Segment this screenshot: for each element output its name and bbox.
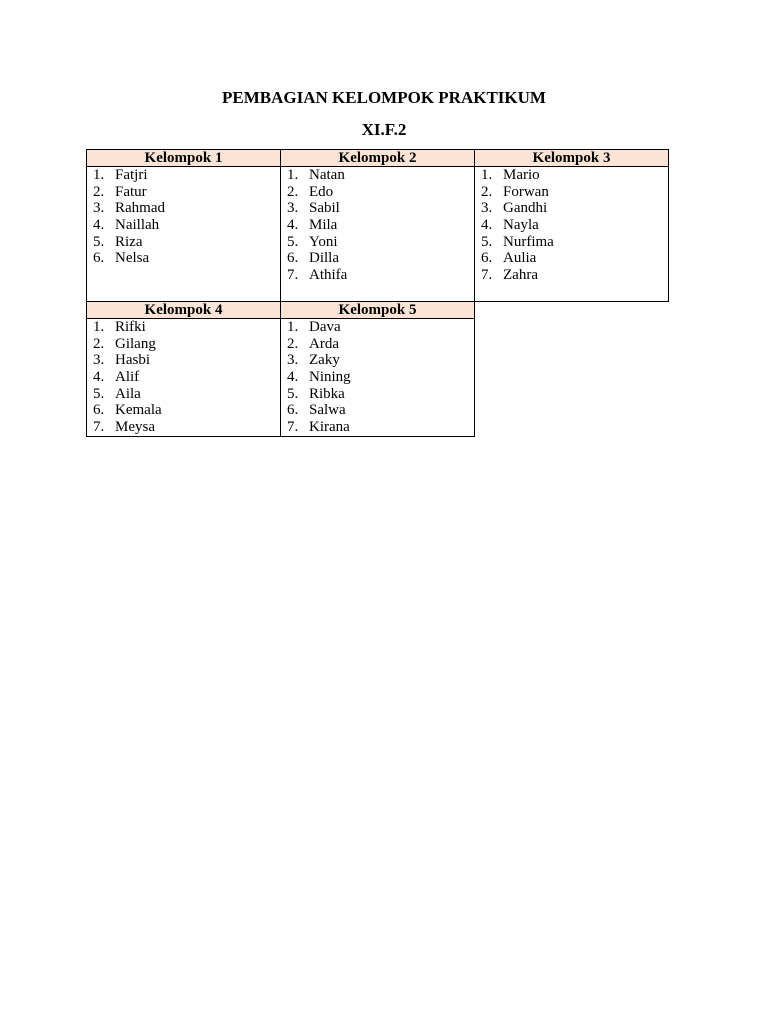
member-number: 5. [93, 385, 105, 402]
member-name: Kirana [309, 419, 350, 436]
member-name: Zahra [503, 267, 538, 284]
class-subtitle: XI.F.2 [361, 120, 407, 139]
member-item [281, 336, 474, 353]
member-item [87, 352, 280, 369]
member-item [475, 217, 668, 234]
member-number: 7. [481, 267, 493, 284]
member-name: Meysa [115, 419, 155, 436]
member-name: Aulia [503, 250, 537, 267]
member-item [281, 184, 474, 201]
member-number: 1. [287, 319, 299, 335]
member-name: Nining [309, 369, 351, 386]
member-name: Edo [309, 183, 334, 200]
group-table-row-2 [86, 301, 475, 437]
member-name: Alif [115, 369, 140, 386]
member-number: 7. [93, 419, 105, 436]
member-name: Natan [309, 167, 345, 183]
member-name: Salwa [309, 402, 346, 419]
member-name: Dilla [309, 250, 339, 267]
member-name: Aila [115, 385, 141, 402]
member-name: Dava [309, 319, 341, 335]
member-item [281, 352, 474, 369]
member-name: Athifa [309, 267, 348, 284]
member-name: Kemala [115, 402, 162, 419]
member-item [87, 319, 280, 336]
member-list [281, 319, 474, 436]
member-list [475, 167, 668, 284]
member-number: 4. [287, 217, 299, 234]
member-number: 1. [287, 167, 299, 183]
member-item [87, 386, 280, 403]
member-name: Rahmad [115, 200, 165, 217]
member-number: 2. [93, 183, 105, 200]
member-number: 4. [93, 369, 105, 386]
member-name: Fatjri [115, 167, 148, 183]
member-item [87, 336, 280, 353]
member-name: Gilang [115, 335, 156, 352]
member-name: Mario [503, 167, 540, 183]
member-item [281, 217, 474, 234]
document-title: PEMBAGIAN KELOMPOK PRAKTIKUM [222, 88, 546, 107]
member-item [475, 267, 668, 284]
member-item [281, 419, 474, 436]
group-header: Kelompok 4 [87, 302, 281, 319]
member-item [87, 184, 280, 201]
member-name: Forwan [503, 183, 549, 200]
member-item [281, 402, 474, 419]
group-cell [87, 319, 281, 437]
member-item [87, 402, 280, 419]
member-name: Nurfima [503, 233, 554, 250]
member-number: 3. [287, 200, 299, 217]
member-item [87, 200, 280, 217]
member-number: 6. [481, 250, 493, 267]
member-number: 6. [287, 250, 299, 267]
group-table-row-1 [86, 149, 669, 302]
member-number: 2. [93, 335, 105, 352]
member-item [281, 319, 474, 336]
member-item [475, 234, 668, 251]
member-number: 6. [287, 402, 299, 419]
member-name: Sabil [309, 200, 340, 217]
member-name: Fatur [115, 183, 147, 200]
member-item [87, 167, 280, 184]
member-item [475, 250, 668, 267]
member-item [281, 200, 474, 217]
member-name: Hasbi [115, 352, 150, 369]
member-item [87, 250, 280, 267]
member-name: Naillah [115, 217, 160, 234]
member-item [281, 369, 474, 386]
group-cell [281, 167, 475, 302]
member-list [281, 167, 474, 284]
member-name: Zaky [309, 352, 340, 369]
group-header: Kelompok 2 [281, 150, 475, 167]
member-number: 2. [287, 183, 299, 200]
member-number: 1. [93, 319, 105, 335]
member-name: Nelsa [115, 250, 150, 267]
member-name: Nayla [503, 217, 539, 234]
member-number: 5. [481, 233, 493, 250]
group-header: Kelompok 5 [281, 302, 475, 319]
member-item [87, 419, 280, 436]
group-cell [281, 319, 475, 437]
member-name: Arda [309, 335, 339, 352]
member-name: Rifki [115, 319, 146, 335]
member-name: Gandhi [503, 200, 548, 217]
member-number: 4. [93, 217, 105, 234]
member-number: 5. [287, 233, 299, 250]
member-number: 2. [481, 183, 493, 200]
member-number: 1. [481, 167, 493, 183]
member-number: 7. [287, 419, 299, 436]
member-number: 2. [287, 335, 299, 352]
member-name: Ribka [309, 385, 345, 402]
member-list [87, 319, 280, 436]
member-number: 5. [93, 233, 105, 250]
member-number: 6. [93, 250, 105, 267]
member-number: 1. [93, 167, 105, 183]
member-number: 3. [93, 352, 105, 369]
group-cell [475, 167, 669, 302]
member-number: 4. [481, 217, 493, 234]
member-item [87, 369, 280, 386]
member-item [281, 234, 474, 251]
group-cell [87, 167, 281, 302]
member-number: 6. [93, 402, 105, 419]
member-item [87, 217, 280, 234]
member-name: Yoni [309, 233, 338, 250]
member-number: 3. [287, 352, 299, 369]
member-item [87, 234, 280, 251]
member-name: Riza [115, 233, 143, 250]
member-number: 5. [287, 385, 299, 402]
member-number: 4. [287, 369, 299, 386]
member-item [281, 267, 474, 284]
member-item [281, 167, 474, 184]
member-item [475, 167, 668, 184]
member-number: 7. [287, 267, 299, 284]
member-item [281, 386, 474, 403]
member-list [87, 167, 280, 267]
member-item [475, 184, 668, 201]
member-item [475, 200, 668, 217]
member-number: 3. [93, 200, 105, 217]
group-header: Kelompok 1 [87, 150, 281, 167]
member-number: 3. [481, 200, 493, 217]
member-item [281, 250, 474, 267]
member-name: Mila [309, 217, 338, 234]
group-header: Kelompok 3 [475, 150, 669, 167]
